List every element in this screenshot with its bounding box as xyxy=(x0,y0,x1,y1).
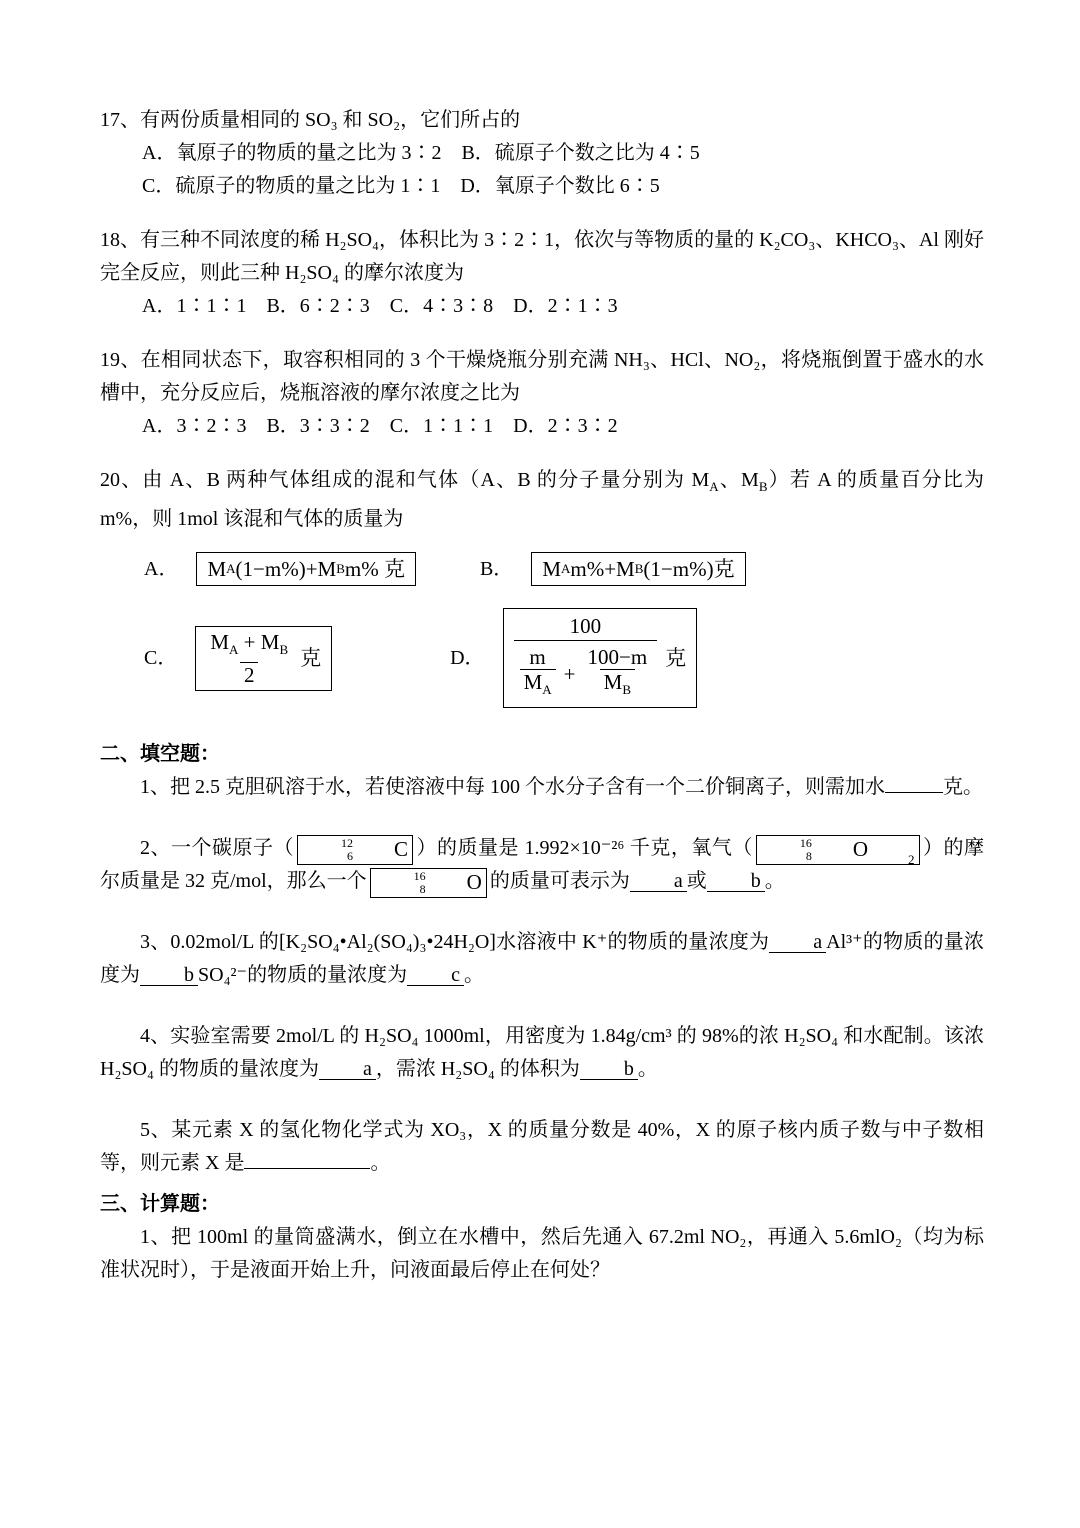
option-d-formula-box xyxy=(503,608,698,708)
fill-2-seg6: 。 xyxy=(764,870,785,893)
isotope-o2-symbol: O xyxy=(852,837,868,862)
question-17 xyxy=(100,104,984,203)
isotope-carbon-mass: 12 xyxy=(341,835,353,850)
fill-2-seg1: 2、一个碳原子（ xyxy=(140,837,294,860)
fill-4-seg1: 4、实验室需要 2mol/L 的 H₂SO₄ 1000ml，用密度为 1.84g/cm³ 的 98%的浓 H₂SO₄ 和水配制。该浓 H₂SO₄ 的物质的量浓度为 xyxy=(100,1025,984,1081)
question-18-options: A．1∶1∶1 B．6∶2∶3 C．4∶3∶8 D．2∶1∶3 xyxy=(142,295,618,317)
fill-3-seg4: 。 xyxy=(463,964,484,987)
fill-2-seg3: ）的摩尔质量是 32 克/mol，那么一个 xyxy=(100,837,984,893)
isotope-o-mass: 16 xyxy=(413,868,426,883)
fill-3-blank-b: b xyxy=(140,965,198,986)
fill-5-blank xyxy=(244,1148,370,1169)
question-17-options-cd: C．硫原子的物质的量之比为 1∶1 D．氧原子个数比 6∶5 xyxy=(142,175,660,197)
section-3-heading: 三、计算题： xyxy=(100,1193,220,1216)
fill-3-seg3: SO₄²⁻的物质的量浓度为 xyxy=(198,964,408,987)
calc-question-1: 1、把 100ml 的量筒盛满水，倒立在水槽中，然后先通入 67.2ml NO₂，再通入 5.6mlO₂（均为标准状况时），于是液面开始上升，问液面最后停止在何处？ xyxy=(100,1226,984,1282)
option-d-subfraction-2-num: 100−m xyxy=(587,645,648,669)
fill-5-seg1: 5、某元素 X 的氢化物化学式为 XO₃，X 的质量分数是 40%，X 的原子核内质子数与中子数相等，则元素 X 是 xyxy=(100,1119,984,1175)
fill-4-seg3: 。 xyxy=(637,1058,658,1081)
option-a-formula-box: M A (1−m%)+M B m% 克 xyxy=(196,552,416,586)
option-b-formula-box: M A m%+M B (1−m%)克 xyxy=(531,552,745,586)
isotope-box-oxygen-16-o2 xyxy=(756,835,920,865)
fill-2-seg2: ）的质量是 1.992×10⁻²⁶ 千克，氧气（ xyxy=(416,837,753,860)
option-c-numerator: $M_A + M_B$ xyxy=(210,629,289,657)
isotope-o-symbol: O xyxy=(466,870,482,895)
fill-4-blank-b: b xyxy=(580,1059,638,1080)
option-b-label: B． xyxy=(479,557,514,580)
option-c-label: C． xyxy=(144,646,178,669)
isotope-o2-z: 8 xyxy=(805,848,812,863)
fill-question-3 xyxy=(100,926,984,992)
question-17-stem: 17、有两份质量相同的 SO₃ 和 SO₂，它们所占的 xyxy=(100,109,521,131)
fill-4-seg2: ，需浓 H₂SO₄ 的体积为 xyxy=(375,1058,580,1081)
fill-5-seg2: 。 xyxy=(370,1152,391,1175)
question-20 xyxy=(100,464,984,708)
option-c-unit: 克 xyxy=(300,646,322,671)
option-d-denominator xyxy=(514,640,658,704)
question-18 xyxy=(100,224,984,323)
question-19-options: A．3∶2∶3 B．3∶3∶2 C．1∶1∶1 D．2∶3∶2 xyxy=(142,415,618,437)
option-d-label: D． xyxy=(450,646,485,669)
question-20-options-row-ab xyxy=(100,552,984,586)
fill-3-seg2: Al³⁺的物质的量浓度为 xyxy=(100,931,984,987)
fill-question-4 xyxy=(100,1020,984,1086)
fill-2-blank-a: a xyxy=(630,871,687,892)
option-d-subfraction-1 xyxy=(520,645,556,702)
question-20-options-row-cd xyxy=(100,608,984,708)
fill-4-blank-a: a xyxy=(319,1059,376,1080)
question-17-options-ab: A．氧原子的物质的量之比为 3∶2 B．硫原子个数之比为 4∶5 xyxy=(142,142,700,164)
fill-question-2 xyxy=(100,832,984,898)
option-c-formula-box xyxy=(195,626,332,691)
isotope-carbon-symbol: C xyxy=(394,837,409,862)
option-d-plus-sign: + xyxy=(563,661,576,686)
option-d-subfraction-1-num: m xyxy=(529,645,546,669)
fill-2-seg4: 的质量可表示为 xyxy=(489,870,630,893)
section-2-heading: 二、填空题： xyxy=(100,743,220,766)
isotope-box-oxygen-16 xyxy=(370,868,487,898)
fill-1-text: 1、把 2.5 克胆矾溶于水，若使溶液中每 100 个水分子含有一个二价铜离子，则需加水 xyxy=(140,776,885,799)
question-20-stem: 20、由 A、B 两种气体组成的混和气体（A、B 的分子量分别为 $M_A$、$M_B$）若 A 的质量百分比为 m%，则 1mol 该混和气体的质量为 xyxy=(100,469,984,530)
fill-2-blank-b: b xyxy=(707,871,765,892)
isotope-carbon-z: 6 xyxy=(347,848,353,863)
option-c-denominator: 2 xyxy=(240,662,259,687)
option-d-subfraction-1-den: $M_A$ xyxy=(520,669,556,702)
fill-question-1 xyxy=(100,771,984,804)
option-d-fraction xyxy=(514,612,658,704)
fill-1-blank xyxy=(885,772,943,793)
fill-question-5 xyxy=(100,1114,984,1180)
isotope-box-carbon-12 xyxy=(297,835,413,865)
option-d-numerator: 100 xyxy=(569,614,602,638)
isotope-o-numbers xyxy=(374,870,426,896)
fill-3-blank-c: c xyxy=(407,965,464,986)
question-18-stem: 18、有三种不同浓度的稀 H₂SO₄，体积比为 3∶2∶1，依次与等物质的量的 K₂CO₃、KHCO₃、Al 刚好完全反应，则此三种 H₂SO₄ 的摩尔浓度为 xyxy=(100,229,984,284)
option-a-label: A． xyxy=(144,557,179,580)
option-c-fraction xyxy=(206,630,292,687)
option-d-subfraction-2-den: $M_B$ xyxy=(600,669,635,702)
question-19 xyxy=(100,344,984,443)
fill-3-seg1: 3、0.02mol/L 的[K₂SO₄•Al₂(SO₄)₃•24H₂O]水溶液中 K⁺的物质的量浓度为 xyxy=(140,931,770,954)
fill-1-tail: 克。 xyxy=(943,776,983,799)
isotope-o2-mass: 16 xyxy=(799,835,812,850)
isotope-o2-numbers xyxy=(760,837,812,863)
option-d-unit: 克 xyxy=(665,646,687,671)
question-19-stem: 19、在相同状态下，取容积相同的 3 个干燥烧瓶分别充满 NH₃、HCl、NO₂，将烧瓶倒置于盛水的水槽中，充分反应后，烧瓶溶液的摩尔浓度之比为 xyxy=(100,349,984,404)
fill-3-blank-a: a xyxy=(769,932,826,953)
isotope-o-z: 8 xyxy=(419,881,426,896)
isotope-carbon-numbers xyxy=(301,837,353,863)
fill-2-seg5: 或 xyxy=(686,870,707,893)
option-d-subfraction-2 xyxy=(583,645,651,702)
isotope-o2-subscript: 2 xyxy=(908,851,915,867)
